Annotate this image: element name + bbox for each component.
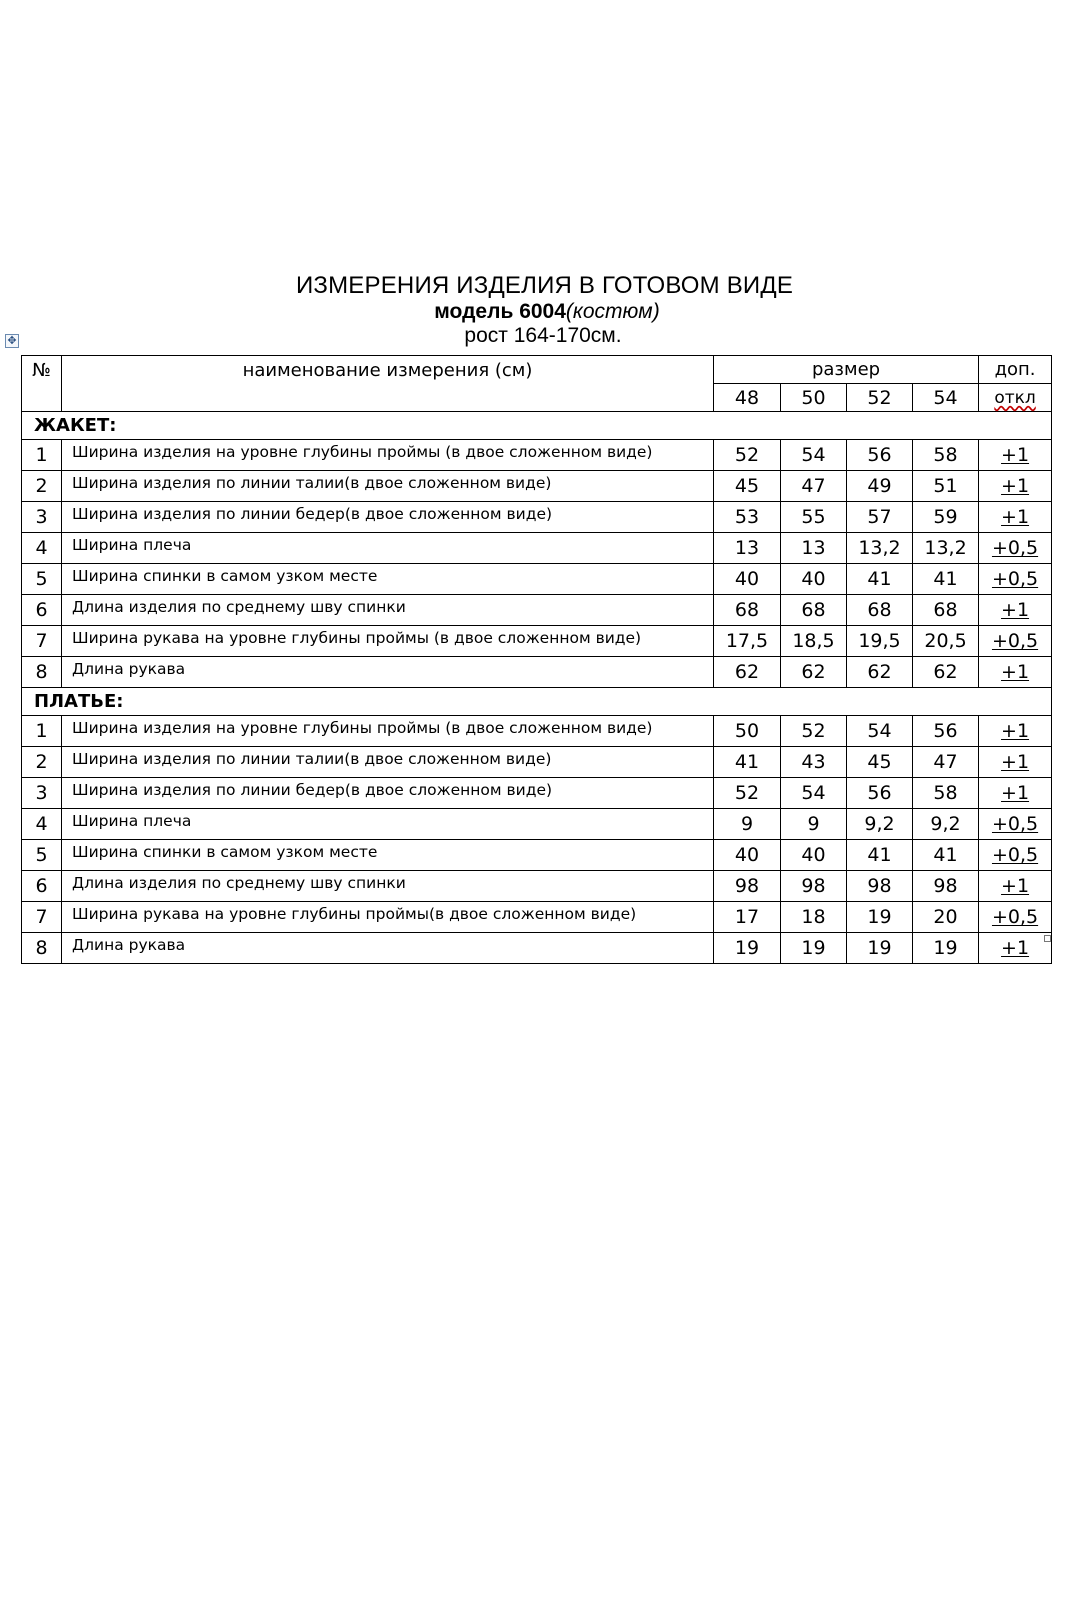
size-value: 13 (714, 533, 781, 564)
size-value: 59 (913, 502, 979, 533)
row-number: 1 (22, 716, 62, 747)
header-size-54: 54 (913, 384, 979, 412)
size-value: 18 (781, 902, 847, 933)
tolerance-cell (979, 809, 1052, 840)
tolerance-cell (979, 440, 1052, 471)
model-note: (костюм) (565, 300, 660, 323)
measurement-name: Ширина изделия на уровне глубины проймы (в двое сложенном виде) (62, 716, 714, 747)
size-value: 98 (781, 871, 847, 902)
size-value: 19 (847, 933, 913, 964)
size-value: 20 (913, 902, 979, 933)
tolerance-cell (979, 471, 1052, 502)
measurements-table (21, 355, 1052, 964)
size-value: 40 (781, 840, 847, 871)
size-value: 54 (781, 778, 847, 809)
tolerance-cell (979, 716, 1052, 747)
size-value: 40 (714, 564, 781, 595)
measurement-name: Ширина изделия по линии талии(в двое сложенном виде) (62, 747, 714, 778)
row-number: 2 (22, 471, 62, 502)
tolerance-value: +1 (1001, 720, 1030, 742)
size-value: 13,2 (847, 533, 913, 564)
measurement-name: Ширина рукава на уровне глубины проймы(в двое сложенном виде) (62, 902, 714, 933)
size-value: 57 (847, 502, 913, 533)
tolerance-value: +1 (1001, 599, 1030, 621)
row-number: 7 (22, 902, 62, 933)
size-value: 45 (714, 471, 781, 502)
tolerance-cell (979, 657, 1052, 688)
header-size-52: 52 (847, 384, 913, 412)
row-number: 3 (22, 778, 62, 809)
size-value: 41 (847, 564, 913, 595)
size-value: 41 (714, 747, 781, 778)
table-row (22, 533, 1052, 564)
table-row (22, 809, 1052, 840)
tolerance-value: +0,5 (991, 906, 1039, 928)
size-value: 41 (913, 840, 979, 871)
section-title: ЖАКЕТ: (22, 412, 1052, 440)
size-value: 20,5 (913, 626, 979, 657)
size-value: 98 (913, 871, 979, 902)
measurement-name: Ширина изделия по линии бедер(в двое сложенном виде) (62, 778, 714, 809)
table-row (22, 502, 1052, 533)
tolerance-value: +1 (1001, 782, 1030, 804)
measurement-name: Ширина спинки в самом узком месте (62, 840, 714, 871)
tolerance-cell (979, 902, 1052, 933)
size-value: 62 (781, 657, 847, 688)
tolerance-cell (979, 502, 1052, 533)
size-value: 98 (847, 871, 913, 902)
measurement-name: Ширина изделия по линии бедер(в двое сложенном виде) (62, 502, 714, 533)
size-value: 62 (847, 657, 913, 688)
tolerance-value: +0,5 (991, 844, 1039, 866)
row-number: 6 (22, 595, 62, 626)
measurement-name: Ширина спинки в самом узком месте (62, 564, 714, 595)
measurement-name: Длина изделия по среднему шву спинки (62, 871, 714, 902)
table-row (22, 716, 1052, 747)
table-row (22, 626, 1052, 657)
row-number: 8 (22, 933, 62, 964)
row-number: 5 (22, 564, 62, 595)
header-tolerance: доп. (979, 356, 1052, 384)
height-line: рост 164-170см. (464, 324, 622, 347)
table-row (22, 747, 1052, 778)
header-size: размер (714, 356, 979, 384)
size-value: 13,2 (913, 533, 979, 564)
tolerance-value: +1 (1001, 444, 1030, 466)
tolerance-value: +0,5 (991, 537, 1039, 559)
measurement-name: Ширина рукава на уровне глубины проймы (в двое сложенном виде) (62, 626, 714, 657)
tolerance-value: +1 (1001, 661, 1030, 683)
measurement-name: Ширина изделия на уровне глубины проймы (в двое сложенном виде) (62, 440, 714, 471)
size-value: 49 (847, 471, 913, 502)
tolerance-value: +1 (1001, 475, 1030, 497)
tolerance-value: +1 (1001, 937, 1030, 959)
size-value: 9 (714, 809, 781, 840)
table-row (22, 595, 1052, 626)
row-number: 4 (22, 533, 62, 564)
size-value: 9,2 (847, 809, 913, 840)
size-value: 41 (847, 840, 913, 871)
size-value: 68 (781, 595, 847, 626)
row-number: 1 (22, 440, 62, 471)
tolerance-cell (979, 840, 1052, 871)
size-value: 17 (714, 902, 781, 933)
size-value: 40 (781, 564, 847, 595)
size-value: 56 (847, 440, 913, 471)
row-number: 3 (22, 502, 62, 533)
tolerance-value: +0,5 (991, 568, 1039, 590)
section-row (22, 412, 1052, 440)
row-number: 7 (22, 626, 62, 657)
document-title: ИЗМЕРЕНИЯ ИЗДЕЛИЯ В ГОТОВОМ ВИДЕ (295, 272, 794, 299)
table-row (22, 657, 1052, 688)
measurement-name: Длина изделия по среднему шву спинки (62, 595, 714, 626)
tolerance-cell (979, 778, 1052, 809)
size-value: 19,5 (847, 626, 913, 657)
document-title-block (0, 272, 1066, 348)
size-value: 52 (714, 440, 781, 471)
size-value: 54 (781, 440, 847, 471)
size-value: 18,5 (781, 626, 847, 657)
size-value: 51 (913, 471, 979, 502)
header-tolerance-line2: откл (979, 384, 1052, 412)
size-value: 40 (714, 840, 781, 871)
measurement-name: Ширина плеча (62, 533, 714, 564)
measurement-name: Ширина плеча (62, 809, 714, 840)
size-value: 45 (847, 747, 913, 778)
row-number: 2 (22, 747, 62, 778)
size-value: 9,2 (913, 809, 979, 840)
table-row (22, 840, 1052, 871)
size-value: 58 (913, 778, 979, 809)
size-value: 19 (913, 933, 979, 964)
size-value: 19 (714, 933, 781, 964)
tolerance-value: +1 (1001, 751, 1030, 773)
size-value: 50 (714, 716, 781, 747)
header-number: № (22, 356, 62, 412)
size-value: 19 (781, 933, 847, 964)
table-row (22, 871, 1052, 902)
header-measurement-name: наименование измерения (см) (62, 356, 714, 412)
model-line (28, 300, 1066, 324)
section-title: ПЛАТЬЕ: (22, 688, 1052, 716)
table-row (22, 440, 1052, 471)
size-value: 55 (781, 502, 847, 533)
row-number: 6 (22, 871, 62, 902)
tolerance-value: +0,5 (991, 813, 1039, 835)
row-number: 5 (22, 840, 62, 871)
size-value: 47 (781, 471, 847, 502)
tolerance-cell (979, 933, 1052, 964)
tolerance-value: +1 (1001, 875, 1030, 897)
size-value: 62 (913, 657, 979, 688)
table-move-handle-icon[interactable]: ✥ (5, 334, 19, 348)
size-value: 68 (714, 595, 781, 626)
size-value: 13 (781, 533, 847, 564)
tolerance-cell (979, 595, 1052, 626)
size-value: 98 (714, 871, 781, 902)
row-number: 8 (22, 657, 62, 688)
tolerance-cell (979, 533, 1052, 564)
size-value: 52 (781, 716, 847, 747)
size-value: 54 (847, 716, 913, 747)
header-size-48: 48 (714, 384, 781, 412)
measurement-name: Длина рукава (62, 933, 714, 964)
tolerance-value: +1 (1001, 506, 1030, 528)
tolerance-cell (979, 626, 1052, 657)
size-value: 68 (847, 595, 913, 626)
size-value: 53 (714, 502, 781, 533)
size-value: 17,5 (714, 626, 781, 657)
size-value: 9 (781, 809, 847, 840)
size-value: 56 (847, 778, 913, 809)
size-value: 52 (714, 778, 781, 809)
table-row (22, 471, 1052, 502)
tolerance-cell (979, 871, 1052, 902)
tolerance-cell (979, 747, 1052, 778)
table-row (22, 902, 1052, 933)
size-value: 47 (913, 747, 979, 778)
model-label: модель 6004 (434, 300, 566, 323)
size-value: 41 (913, 564, 979, 595)
row-number: 4 (22, 809, 62, 840)
size-value: 68 (913, 595, 979, 626)
table-row (22, 778, 1052, 809)
table-row (22, 564, 1052, 595)
size-value: 43 (781, 747, 847, 778)
size-value: 62 (714, 657, 781, 688)
table-resize-handle-icon[interactable] (1044, 935, 1051, 942)
size-value: 19 (847, 902, 913, 933)
tolerance-cell (979, 564, 1052, 595)
measurement-name: Длина рукава (62, 657, 714, 688)
tolerance-value: +0,5 (991, 630, 1039, 652)
section-row (22, 688, 1052, 716)
table-row (22, 933, 1052, 964)
size-value: 56 (913, 716, 979, 747)
header-size-50: 50 (781, 384, 847, 412)
table-header-row (22, 356, 1052, 384)
size-value: 58 (913, 440, 979, 471)
measurement-name: Ширина изделия по линии талии(в двое сложенном виде) (62, 471, 714, 502)
